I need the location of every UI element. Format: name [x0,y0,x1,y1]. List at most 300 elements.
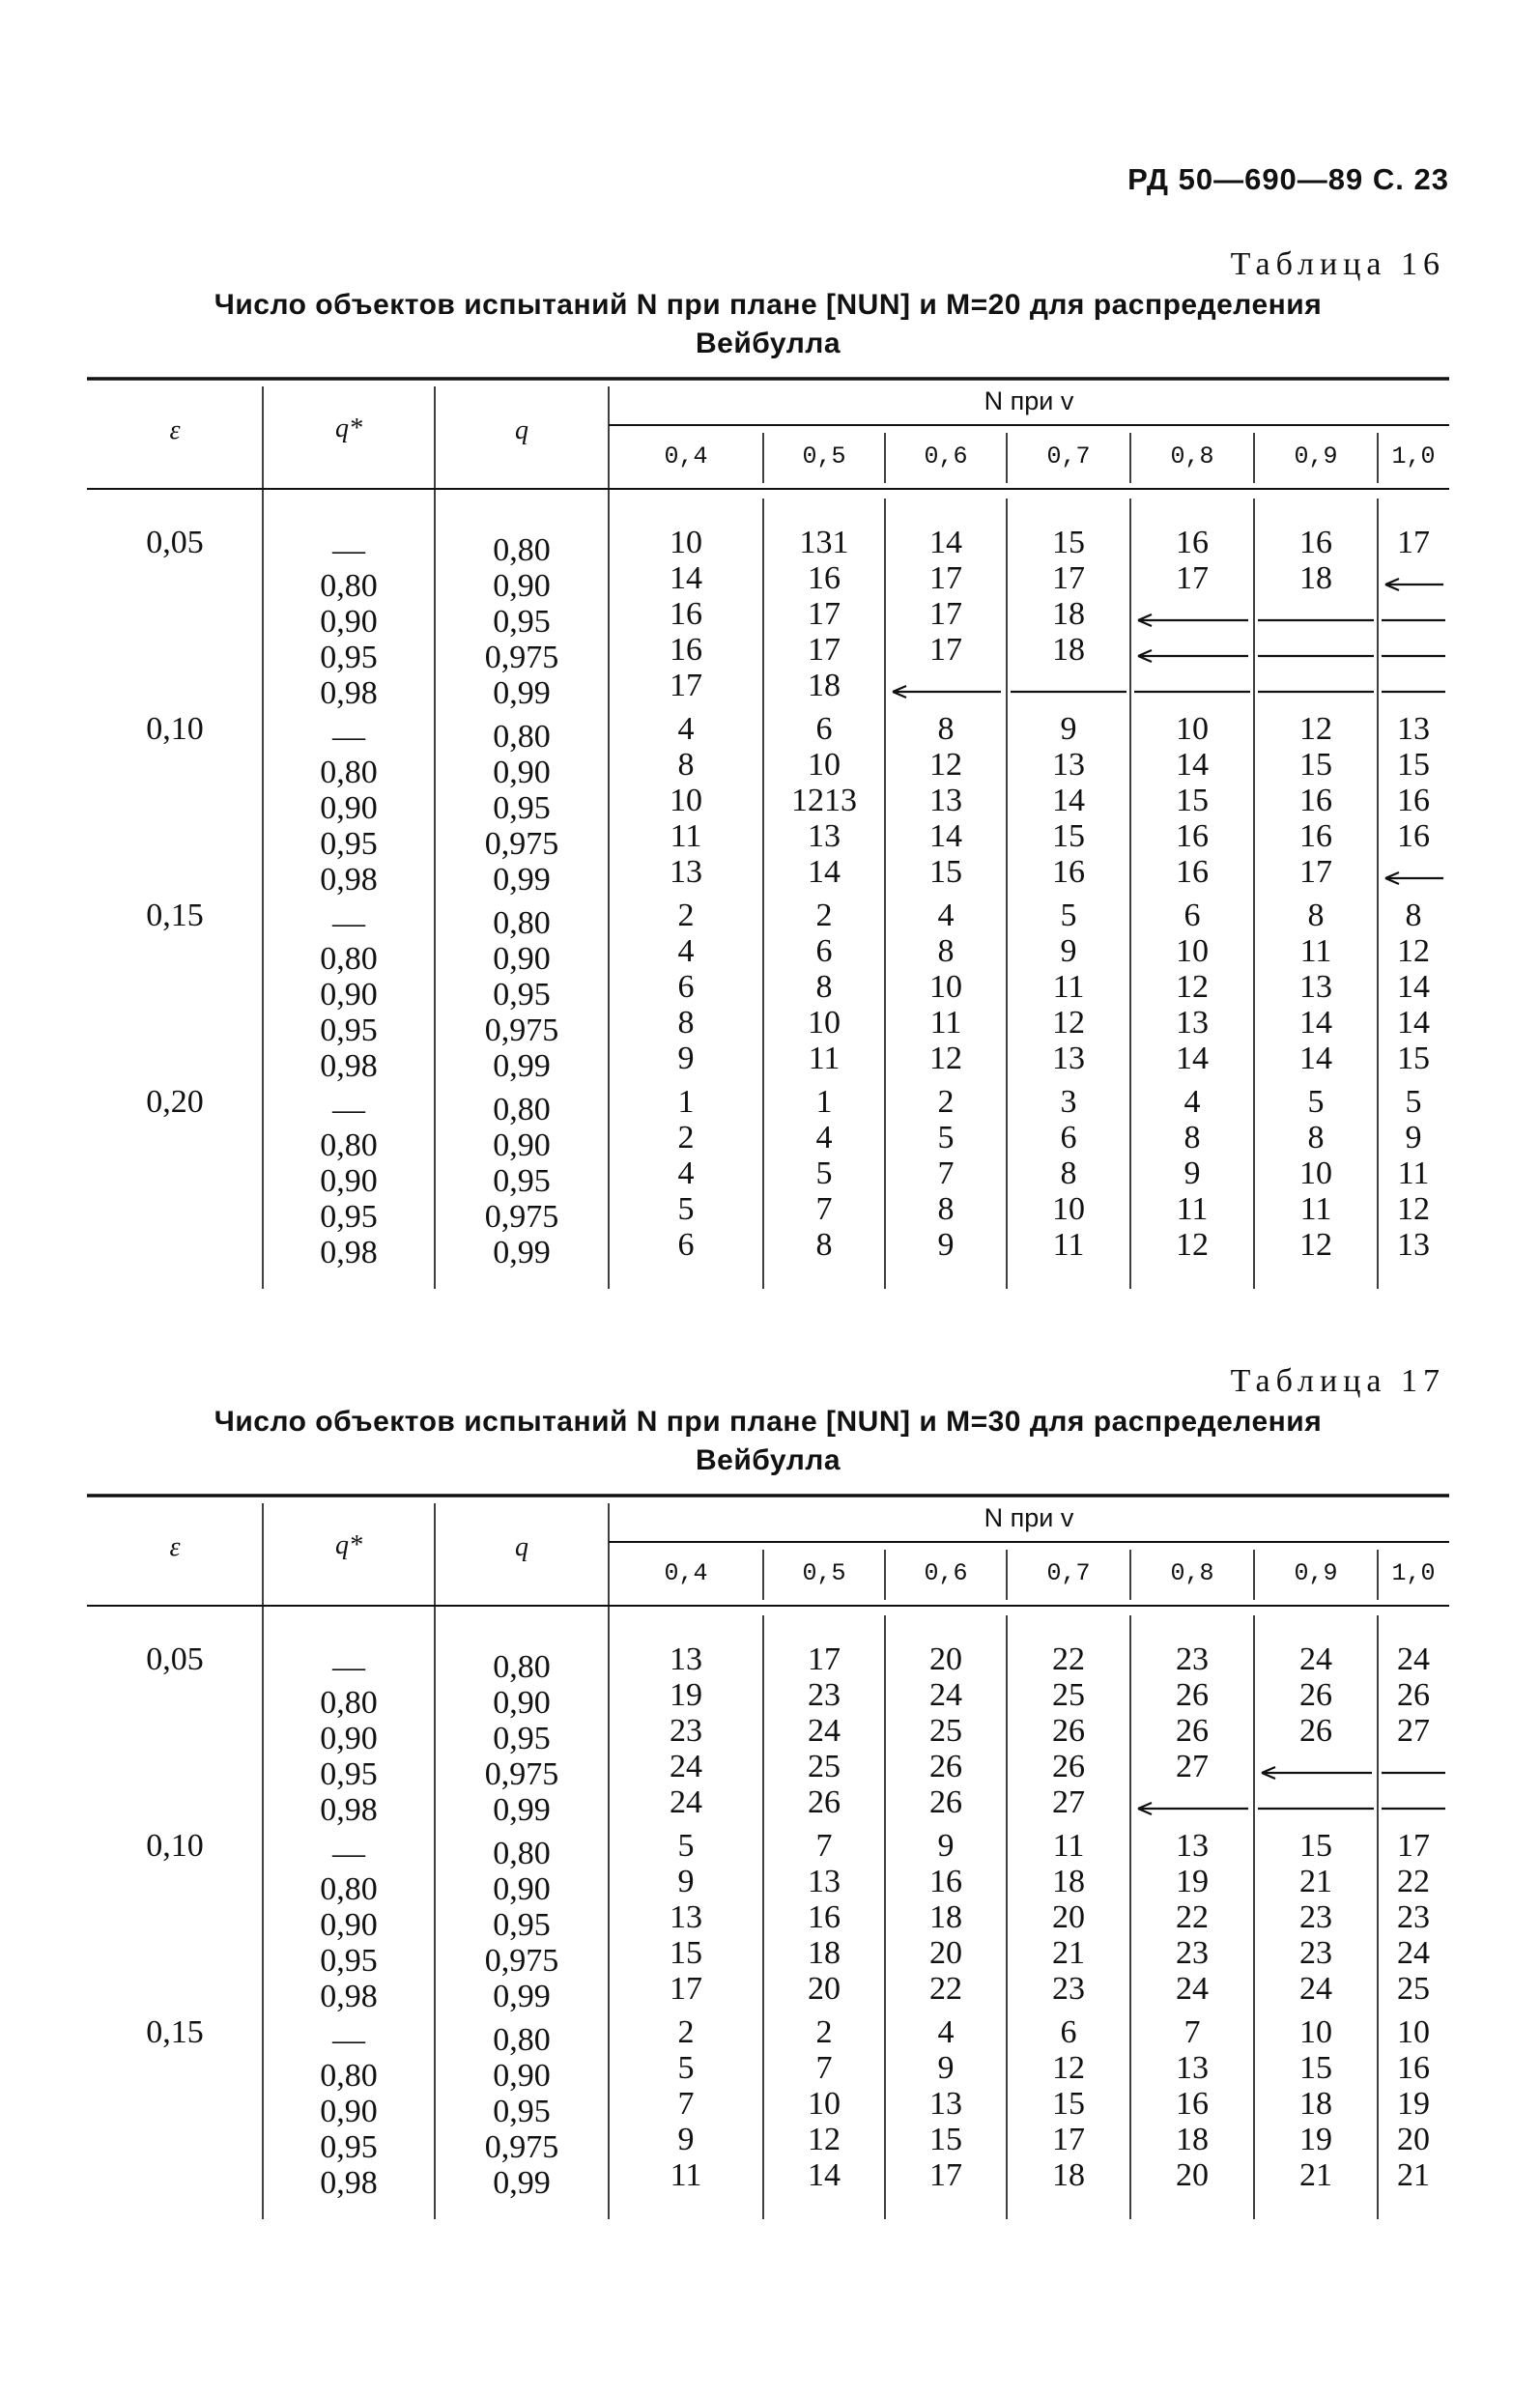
q-value: 0,975 [484,2129,559,2165]
n-value: 14 [1299,1005,1332,1041]
n-value: 26 [1052,1713,1085,1749]
table-label: Таблица 17 [1230,1363,1445,1399]
n-value: 24 [670,1784,702,1820]
n-value: 9 [937,2050,955,2086]
q-star-value: 0,98 [320,1235,378,1270]
n-value: 14 [1397,1005,1430,1041]
n-value: 22 [1052,1641,1085,1677]
left-arrow-icon [1260,1750,1378,1784]
n-value: 12 [929,747,962,783]
n-value: 2 [677,1120,695,1155]
q-value: 0,80 [493,2022,551,2058]
n-value: 16 [1299,783,1332,818]
n-value: 15 [1397,747,1430,783]
n-value: 11 [1299,933,1332,969]
n-value: 9 [677,1864,695,1899]
q-star-value: 0,98 [320,1048,378,1084]
n-value: 17 [929,596,962,632]
n-value: 16 [1397,2050,1430,2086]
n-value: 11 [1052,969,1085,1005]
n-value: 2 [677,898,695,933]
header-n-at-v: N при v [984,1503,1074,1532]
n-value: 27 [1176,1749,1209,1784]
n-value: 23 [1299,1899,1332,1935]
n-value: 13 [929,2086,962,2122]
q-star-value: 0,98 [320,862,378,898]
n-value: 17 [1176,560,1209,596]
n-value: 9 [1060,711,1077,747]
n-value: 16 [808,560,841,596]
n-value: 4 [677,711,695,747]
n-value: 11 [1176,1191,1209,1227]
n-value: 9 [937,1828,955,1864]
n-value: 15 [929,854,962,890]
table-title: Число объектов испытаний N при плане [NUN] и М=30 для распределения [214,1406,1323,1438]
n-value: 20 [808,1971,841,2007]
left-arrow-icon [1136,597,1254,632]
header-v-value: 0,5 [802,1559,846,1587]
header-epsilon: ε [169,1532,181,1562]
q-star-value: 0,80 [320,2058,378,2094]
n-value: 14 [808,854,841,890]
q-star-value: — [332,1836,365,1871]
q-value: 0,90 [493,755,551,790]
header-q: q [515,1532,528,1562]
n-value: 16 [1397,783,1430,818]
q-value: 0,975 [484,640,559,675]
header-v-value: 0,8 [1170,442,1214,471]
n-value: 1 [677,1084,695,1120]
table-title-line2: Вейбулла [695,328,841,359]
n-value: 13 [808,1864,841,1899]
n-value: 15 [1299,1828,1332,1864]
header-v-value: 1,0 [1391,1559,1436,1587]
q-value: 0,95 [493,1163,551,1199]
n-value: 12 [1397,1191,1430,1227]
n-value: 12 [1397,933,1430,969]
q-star-value: 0,95 [320,1943,378,1979]
n-value: 2 [677,2014,695,2050]
n-value: 16 [670,596,702,632]
table-title-line2: Вейбулла [695,1444,841,1476]
n-value: 3 [1060,1084,1077,1120]
n-value: 9 [937,1227,955,1263]
n-value: 14 [929,525,962,560]
q-star-value: 0,95 [320,1199,378,1235]
q-value: 0,99 [493,1235,551,1270]
epsilon-value: 0,20 [146,1084,204,1120]
n-value: 7 [815,2050,833,2086]
n-value: 6 [677,1227,695,1263]
n-value: 22 [929,1971,962,2007]
n-value: 10 [808,747,841,783]
n-value: 10 [929,969,962,1005]
n-value: 17 [670,668,702,703]
n-value: 17 [670,1971,702,2007]
q-value: 0,80 [493,1836,551,1871]
n-value: 26 [929,1749,962,1784]
n-value: 17 [929,2157,962,2193]
q-value: 0,90 [493,1127,551,1163]
header-epsilon: ε [169,415,181,445]
n-value: 14 [929,818,962,854]
n-value: 2 [815,2014,833,2050]
n-value: 15 [1052,818,1085,854]
q-value: 0,99 [493,1048,551,1084]
n-value: 24 [1397,1935,1430,1971]
n-value: 18 [1299,2086,1332,2122]
n-value: 26 [1176,1677,1209,1713]
n-value: 7 [815,1191,833,1227]
n-value: 10 [670,783,702,818]
n-value: 27 [1052,1784,1085,1820]
n-value: 26 [1299,1677,1332,1713]
n-value: 16 [929,1864,962,1899]
header-v-value: 0,9 [1294,1559,1338,1587]
q-star-value: — [332,1092,365,1127]
header-q-star: q* [335,414,362,443]
epsilon-value: 0,15 [146,2014,204,2050]
dash-line [1258,633,1374,668]
n-value: 22 [1176,1899,1209,1935]
n-value: 12 [1052,1005,1085,1041]
n-value: 12 [1176,969,1209,1005]
dash-line [1134,669,1250,703]
dash-line [1382,669,1445,703]
q-star-value: 0,95 [320,640,378,675]
n-value: 4 [937,2014,955,2050]
q-star-value: 0,80 [320,755,378,790]
n-value: 26 [1299,1713,1332,1749]
q-star-value: — [332,532,365,568]
n-value: 15 [670,1935,702,1971]
n-value: 8 [1060,1155,1077,1191]
epsilon-value: 0,05 [146,1641,204,1677]
n-value: 10 [670,525,702,560]
n-value: 15 [1299,747,1332,783]
q-value: 0,975 [484,826,559,862]
q-star-value: 0,98 [320,1792,378,1828]
q-star-value: 0,80 [320,1871,378,1907]
n-value: 13 [1052,1041,1085,1076]
q-star-value: 0,80 [320,1127,378,1163]
n-value: 10 [1176,711,1209,747]
n-value: 24 [808,1713,841,1749]
n-value: 17 [808,632,841,668]
left-arrow-icon [1136,633,1254,668]
n-value: 5 [815,1155,833,1191]
n-value: 19 [670,1677,702,1713]
dash-line [1011,669,1126,703]
n-value: 25 [808,1749,841,1784]
n-value: 26 [1397,1677,1430,1713]
n-value: 7 [815,1828,833,1864]
left-arrow-icon [1136,1785,1254,1820]
dash-line [1382,597,1445,632]
table-grid [87,1494,1449,2219]
n-value: 10 [808,2086,841,2122]
n-value: 20 [1397,2122,1430,2157]
n-value: 16 [808,1899,841,1935]
q-star-value: 0,98 [320,675,378,711]
n-value: 20 [1176,2157,1209,2193]
table-grid [87,377,1449,1289]
table-16 [87,243,1449,1289]
q-star-value: 0,95 [320,1013,378,1048]
header-n-at-v: N при v [984,386,1074,415]
q-star-value: 0,95 [320,826,378,862]
n-value: 14 [1176,1041,1209,1076]
n-value: 17 [1299,854,1332,890]
n-value: 13 [1397,1227,1430,1263]
n-value: 8 [677,1005,695,1041]
n-value: 8 [815,1227,833,1263]
n-value: 21 [1397,2157,1430,2193]
q-star-value: 0,80 [320,941,378,977]
n-value: 24 [1299,1641,1332,1677]
n-value: 16 [1052,854,1085,890]
n-value: 17 [1052,2122,1085,2157]
q-star-value: 0,90 [320,1907,378,1943]
n-value: 16 [1299,525,1332,560]
q-value: 0,80 [493,719,551,755]
n-value: 16 [1176,2086,1209,2122]
n-value: 21 [1052,1935,1085,1971]
q-star-value: 0,80 [320,568,378,604]
n-value: 20 [929,1641,962,1677]
n-value: 16 [1176,854,1209,890]
n-value: 10 [1299,1155,1332,1191]
q-value: 0,99 [493,1792,551,1828]
n-value: 8 [937,1191,955,1227]
n-value: 21 [1299,2157,1332,2193]
n-value: 13 [808,818,841,854]
n-value: 19 [1176,1864,1209,1899]
n-value: 18 [1052,632,1085,668]
q-star-value: 0,80 [320,1685,378,1721]
q-star-value: 0,90 [320,1721,378,1756]
n-value: 16 [1299,818,1332,854]
n-value: 25 [1397,1971,1430,2007]
q-star-value: — [332,2022,365,2058]
n-value: 26 [808,1784,841,1820]
n-value: 11 [1299,1191,1332,1227]
n-value: 1213 [791,783,857,818]
n-value: 17 [929,632,962,668]
dash-line [1382,1785,1445,1820]
n-value: 8 [815,969,833,1005]
q-value: 0,99 [493,862,551,898]
n-value: 6 [1060,1120,1077,1155]
n-value: 9 [677,2122,695,2157]
n-value: 14 [1176,747,1209,783]
n-value: 4 [815,1120,833,1155]
page-header: РД 50—690—89 С. 23 [1127,162,1449,196]
n-value: 22 [1397,1864,1430,1899]
n-value: 8 [937,933,955,969]
table-title: Число объектов испытаний N при плане [NUN] и М=20 для распределения [214,289,1323,321]
epsilon-value: 0,05 [146,525,204,560]
n-value: 6 [1184,898,1201,933]
n-value: 18 [1052,596,1085,632]
n-value: 12 [808,2122,841,2157]
n-value: 18 [1176,2122,1209,2157]
q-value: 0,975 [484,1943,559,1979]
left-arrow-icon [1383,561,1449,596]
epsilon-value: 0,10 [146,711,204,747]
dash-line [1258,597,1374,632]
q-value: 0,80 [493,1092,551,1127]
n-value: 14 [1052,783,1085,818]
q-value: 0,99 [493,1979,551,2014]
n-value: 8 [1184,1120,1201,1155]
header-v-value: 0,4 [664,442,708,471]
n-value: 23 [808,1677,841,1713]
q-value: 0,90 [493,1685,551,1721]
n-value: 24 [929,1677,962,1713]
n-value: 131 [799,525,849,560]
n-value: 12 [1299,1227,1332,1263]
n-value: 4 [677,933,695,969]
n-value: 15 [1176,783,1209,818]
n-value: 17 [1397,1828,1430,1864]
n-value: 4 [677,1155,695,1191]
q-value: 0,975 [484,1199,559,1235]
n-value: 12 [1299,711,1332,747]
table-17 [87,1360,1449,2219]
n-value: 9 [1405,1120,1422,1155]
q-value: 0,95 [493,790,551,826]
header-q: q [515,415,528,445]
header-q-star: q* [335,1530,362,1560]
dash-line [1382,633,1445,668]
n-value: 5 [1060,898,1077,933]
q-value: 0,975 [484,1756,559,1792]
q-star-value: 0,98 [320,2165,378,2201]
n-value: 14 [670,560,702,596]
n-value: 11 [808,1041,841,1076]
n-value: 26 [929,1784,962,1820]
q-star-value: 0,98 [320,1979,378,2014]
n-value: 5 [937,1120,955,1155]
dash-line [1258,1785,1374,1820]
n-value: 5 [677,2050,695,2086]
table-label: Таблица 16 [1230,246,1445,282]
header-v-value: 0,8 [1170,1559,1214,1587]
q-star-value: — [332,719,365,755]
n-value: 17 [1397,525,1430,560]
n-value: 14 [1299,1041,1332,1076]
q-star-value: 0,90 [320,604,378,640]
n-value: 4 [1184,1084,1201,1120]
n-value: 17 [808,1641,841,1677]
n-value: 16 [1176,818,1209,854]
n-value: 18 [1052,2157,1085,2193]
q-star-value: — [332,905,365,941]
q-value: 0,99 [493,2165,551,2201]
n-value: 14 [1397,969,1430,1005]
n-value: 14 [808,2157,841,2193]
n-value: 7 [1184,2014,1201,2050]
n-value: 7 [937,1155,955,1191]
n-value: 17 [929,560,962,596]
q-value: 0,80 [493,1649,551,1685]
epsilon-value: 0,10 [146,1828,204,1864]
n-value: 10 [1397,2014,1430,2050]
q-value: 0,95 [493,1907,551,1943]
q-star-value: 0,95 [320,2129,378,2165]
n-value: 24 [1397,1641,1430,1677]
n-value: 1 [815,1084,833,1120]
n-value: 15 [1397,1041,1430,1076]
n-value: 11 [1397,1155,1430,1191]
n-value: 12 [929,1041,962,1076]
n-value: 24 [1299,1971,1332,2007]
n-value: 23 [1176,1935,1209,1971]
n-value: 8 [1307,1120,1325,1155]
header-v-value: 0,7 [1046,1559,1091,1587]
q-star-value: 0,90 [320,790,378,826]
q-star-value: 0,95 [320,1756,378,1792]
n-value: 4 [937,898,955,933]
n-value: 20 [1052,1899,1085,1935]
dash-line [1258,669,1374,703]
n-value: 8 [1307,898,1325,933]
header-v-value: 0,6 [924,1559,968,1587]
n-value: 9 [677,1041,695,1076]
n-value: 21 [1299,1864,1332,1899]
n-value: 5 [677,1191,695,1227]
q-value: 0,95 [493,2094,551,2129]
n-value: 15 [929,2122,962,2157]
n-value: 13 [670,1899,702,1935]
n-value: 7 [677,2086,695,2122]
n-value: 13 [1176,2050,1209,2086]
n-value: 13 [1176,1005,1209,1041]
n-value: 18 [1052,1864,1085,1899]
epsilon-value: 0,15 [146,898,204,933]
n-value: 12 [1052,2050,1085,2086]
n-value: 13 [929,783,962,818]
header-v-value: 0,9 [1294,442,1338,471]
n-value: 23 [670,1713,702,1749]
q-value: 0,80 [493,532,551,568]
q-value: 0,95 [493,1721,551,1756]
n-value: 11 [670,2157,702,2193]
n-value: 20 [929,1935,962,1971]
n-value: 24 [1176,1971,1209,2007]
n-value: 5 [677,1828,695,1864]
n-value: 2 [937,1084,955,1120]
n-value: 19 [1397,2086,1430,2122]
n-value: 8 [1405,898,1422,933]
n-value: 13 [1397,711,1430,747]
header-v-value: 0,5 [802,442,846,471]
n-value: 16 [1397,818,1430,854]
q-star-value: 0,90 [320,2094,378,2129]
header-v-value: 0,6 [924,442,968,471]
n-value: 11 [670,818,702,854]
n-value: 6 [815,933,833,969]
n-value: 25 [929,1713,962,1749]
n-value: 10 [1299,2014,1332,2050]
n-value: 10 [1052,1191,1085,1227]
n-value: 13 [670,1641,702,1677]
n-value: 24 [670,1749,702,1784]
n-value: 10 [1176,933,1209,969]
n-value: 27 [1397,1713,1430,1749]
n-value: 11 [1052,1227,1085,1263]
